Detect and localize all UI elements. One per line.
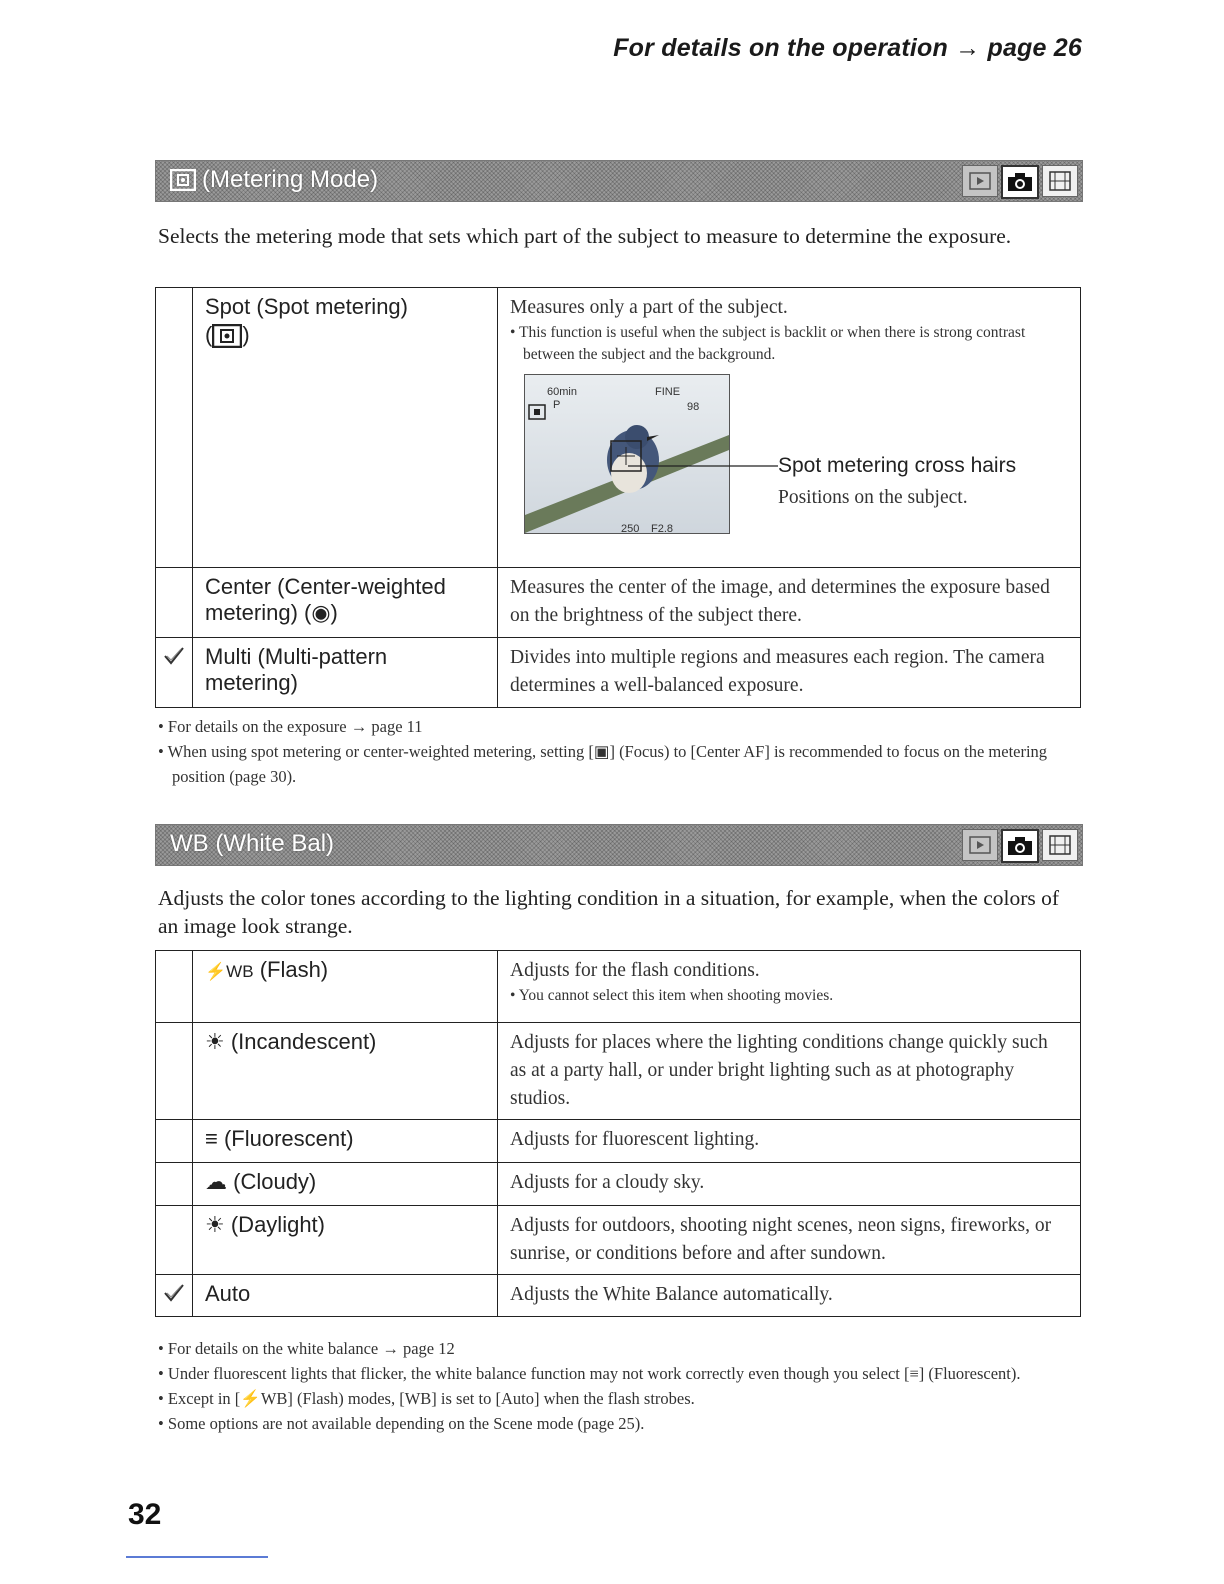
camera-lcd-preview bbox=[524, 374, 730, 534]
still-camera-mode-icon bbox=[1001, 829, 1039, 863]
white-balance-notes bbox=[158, 1336, 1078, 1436]
option-name: (Incandescent) bbox=[230, 1029, 377, 1054]
white-balance-options-table bbox=[155, 950, 1081, 1317]
option-description: Adjusts for places where the lighting conditions change quickly such as at a party hall, or under bright lighting such as at photography studios. bbox=[498, 1023, 1081, 1120]
lcd-count: 98 bbox=[687, 401, 700, 413]
option-note: • This function is useful when the subject is backlit or when there is strong contrast between the subject and the background. bbox=[510, 324, 1026, 363]
metering-intro: Selects the metering mode that sets which part of the subject to measure to determine the exposure. bbox=[158, 224, 1012, 248]
note-item: • For details on the exposure → page 11 bbox=[158, 717, 423, 736]
table-row bbox=[156, 1163, 1081, 1206]
movie-mode-icon bbox=[1042, 829, 1078, 861]
lcd-quality: FINE bbox=[655, 386, 681, 398]
option-description: Adjusts for the flash conditions. bbox=[510, 960, 760, 981]
spot-metering-icon bbox=[170, 169, 196, 191]
option-name: (Daylight) bbox=[230, 1212, 325, 1237]
white-balance-title: WB (White Bal) bbox=[170, 830, 335, 857]
note-item: • Except in [⚡WB] (Flash) modes, [WB] is set to [Auto] when the flash strobes. bbox=[158, 1389, 695, 1408]
flash-wb-icon: ⚡WB bbox=[205, 962, 254, 981]
table-row bbox=[156, 1206, 1081, 1275]
table-row bbox=[156, 1275, 1081, 1317]
note-item: • When using spot metering or center-weighted metering, setting [▣] (Focus) to [Center AF] is recommended to focus on the metering position (page 30). bbox=[158, 742, 1048, 786]
mode-indicators bbox=[962, 165, 1078, 199]
table-row bbox=[156, 951, 1081, 1023]
page-number: 32 bbox=[128, 1498, 162, 1531]
option-icon-label: ( ) bbox=[205, 322, 250, 347]
option-name: Center (Center-weighted metering) (◉) bbox=[193, 568, 498, 638]
metering-options-table bbox=[155, 287, 1081, 708]
still-camera-mode-icon bbox=[1001, 165, 1039, 199]
option-name: (Fluorescent) bbox=[223, 1126, 354, 1151]
page-header: For details on the operation → page 26 bbox=[613, 34, 1082, 62]
incandescent-icon: ☀ bbox=[205, 1029, 225, 1054]
table-row bbox=[156, 1120, 1081, 1163]
callout-subtitle: Positions on the subject. bbox=[778, 487, 968, 508]
metering-mode-banner bbox=[155, 160, 1083, 202]
option-description: Adjusts for a cloudy sky. bbox=[498, 1163, 1081, 1206]
option-note: • You cannot select this item when shooting movies. bbox=[510, 987, 834, 1004]
table-row bbox=[156, 288, 1081, 568]
metering-mode-title: (Metering Mode) bbox=[202, 166, 379, 193]
callout-title: Spot metering cross hairs bbox=[778, 454, 1017, 477]
table-row bbox=[156, 1023, 1081, 1120]
playback-mode-icon bbox=[962, 829, 998, 861]
lcd-shutter: 250 bbox=[621, 523, 640, 534]
note-item: • Some options are not available depending on the Scene mode (page 25). bbox=[158, 1414, 645, 1433]
default-check-icon bbox=[163, 1283, 185, 1303]
table-row bbox=[156, 568, 1081, 638]
movie-mode-icon bbox=[1042, 165, 1078, 197]
daylight-icon: ☀ bbox=[205, 1212, 225, 1237]
option-name: (Cloudy) bbox=[233, 1169, 317, 1194]
metering-notes bbox=[158, 714, 1078, 789]
option-description: Adjusts the White Balance automatically. bbox=[498, 1275, 1081, 1317]
option-name: Auto bbox=[193, 1275, 498, 1317]
lcd-battery: 60min bbox=[547, 386, 577, 398]
option-description: Measures the center of the image, and determines the exposure based on the brightness of the subject there. bbox=[498, 568, 1081, 638]
playback-mode-icon bbox=[962, 165, 998, 197]
option-name: Spot (Spot metering) bbox=[205, 294, 408, 319]
white-balance-intro: Adjusts the color tones according to the lighting condition in a situation, for example, when the colors of an image look strange. bbox=[158, 886, 1060, 938]
page-divider bbox=[126, 1556, 268, 1558]
option-description: Adjusts for outdoors, shooting night scenes, neon signs, fireworks, or sunrise, or conditions before and after sundown. bbox=[498, 1206, 1081, 1275]
note-item: • Under fluorescent lights that flicker, the white balance function may not work correctly even though you select [≡] (Fluorescent). bbox=[158, 1364, 1021, 1383]
option-description: Measures only a part of the subject. bbox=[510, 297, 788, 318]
lcd-mode: P bbox=[553, 399, 561, 411]
default-check-icon bbox=[163, 646, 185, 666]
lcd-aperture: F2.8 bbox=[651, 523, 674, 534]
cloudy-icon: ☁ bbox=[205, 1169, 227, 1194]
option-name: (Flash) bbox=[259, 957, 329, 982]
mode-indicators bbox=[962, 829, 1078, 863]
spot-metering-icon bbox=[212, 324, 242, 348]
option-description: Divides into multiple regions and measures each region. The camera determines a well-balanced exposure. bbox=[498, 638, 1081, 708]
white-balance-banner bbox=[155, 824, 1083, 866]
option-description: Adjusts for fluorescent lighting. bbox=[498, 1120, 1081, 1163]
note-item: • For details on the white balance → page 12 bbox=[158, 1339, 455, 1358]
table-row bbox=[156, 638, 1081, 708]
option-name: Multi (Multi-pattern metering) bbox=[193, 638, 498, 708]
fluorescent-icon: ≡ bbox=[205, 1126, 218, 1151]
